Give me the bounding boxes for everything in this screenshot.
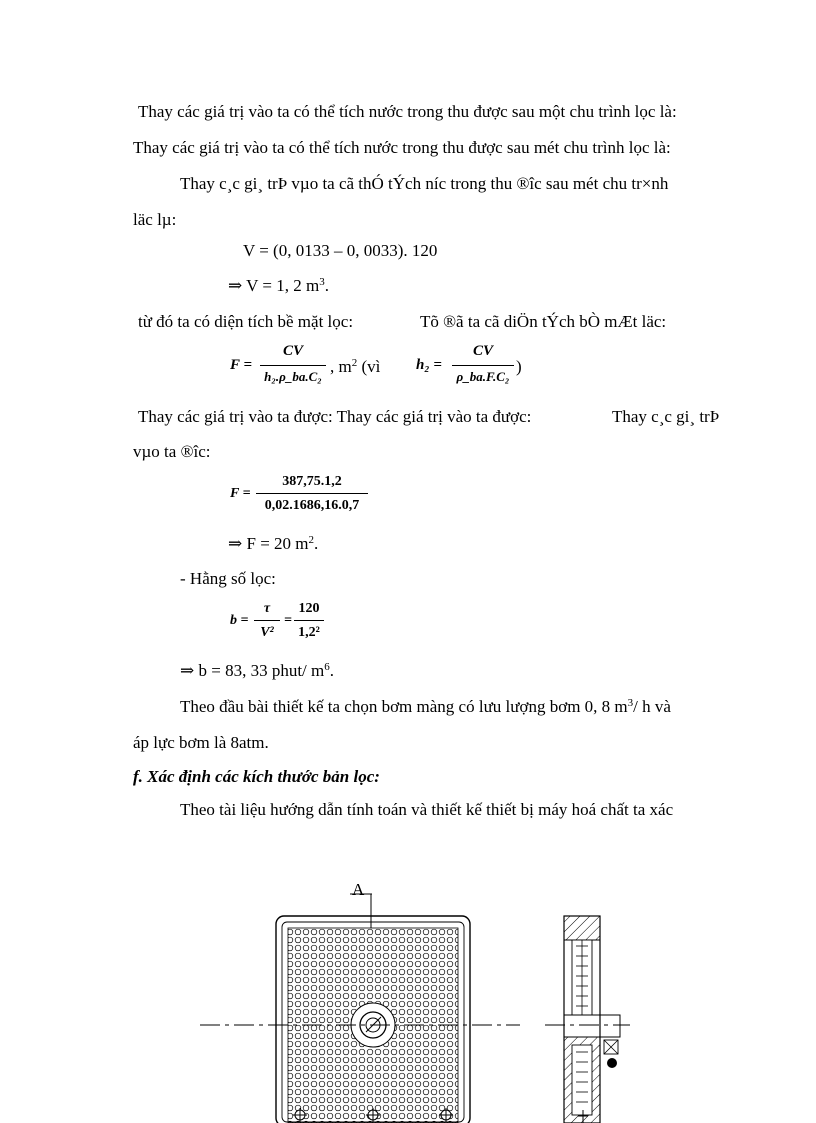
equation-volume-result: [228, 277, 329, 294]
eq-f-end: .: [314, 534, 319, 553]
eq-f-sup: 2: [308, 534, 315, 546]
formula-Fv-lhs: F =: [230, 486, 251, 501]
formula-F-value: [230, 474, 380, 518]
formula-h2-den: ρ_ba.F.C₂: [456, 369, 510, 384]
formula-Fv-den: 0,02.1686,16.0,7: [264, 498, 360, 513]
formula-h2-bar: [452, 365, 514, 366]
paragraph-line-3b: läc lµ:: [133, 210, 177, 229]
section-heading-f: f. Xác định các kích thước bản lọc:: [133, 767, 380, 786]
paragraph-substitute-b: Thay c¸c gi¸ trÞ: [612, 407, 720, 426]
paragraph-pump-b: áp lực bơm là 8atm.: [133, 733, 269, 752]
formula-b-eq: =: [284, 613, 292, 628]
paragraph-surface-b: Tõ ®ã ta cã diÖn tÝch bÒ mÆt läc:: [420, 312, 667, 331]
pump-text: Theo đầu bài thiết kế ta chọn bơm màng có lưu lượng bơm 0, 8 m: [180, 697, 628, 716]
eq-v-text: ⇒ V = 1, 2 m: [228, 276, 320, 295]
formula-b-den1: V²: [260, 625, 274, 640]
paragraph-substitute-c: vµo ta ®îc:: [133, 442, 211, 461]
formula-F-unit: , $m^2$ (vì: [330, 357, 381, 376]
paragraph-line-3a: Thay c¸c gi¸ trÞ vµo ta cã thÓ tÝch níc trong thu ®îc sau mét chu tr×nh: [180, 174, 669, 193]
paragraph-reference: Theo tài liệu hướng dẫn tính toán và thiết kế thiết bị máy hoá chất ta xác: [180, 800, 674, 819]
equation-b-result: [180, 662, 334, 679]
pump-sup: 3: [627, 697, 634, 709]
formula-b-bar1: [254, 620, 280, 621]
filter-plate-svg: [190, 880, 630, 1123]
formula-b-lhs: b =: [230, 613, 249, 628]
eq-b-sup: 6: [324, 661, 330, 673]
eq-f-text: ⇒ F = 20 m: [228, 534, 309, 553]
paragraph-substitute-a: Thay các giá trị vào ta được: Thay các giá trị vào ta được:: [138, 407, 532, 426]
equation-volume: V = (0, 0133 – 0, 0033). 120: [243, 241, 438, 260]
section-label-a: A: [352, 880, 365, 899]
filter-plate-drawing: [190, 880, 630, 1123]
formula-h2-close: ): [516, 357, 522, 376]
formula-F-lhs: F =: [230, 357, 253, 373]
pump-end: / h và: [633, 697, 671, 716]
formula-F-bar: [260, 365, 326, 366]
eq-b-end: .: [329, 661, 335, 680]
formula-F: [230, 343, 530, 391]
paragraph-line-1: Thay các giá trị vào ta có thể tích nước trong thu được sau một chu trình lọc là:: [138, 102, 677, 121]
filter-constant-label: - Hằng số lọc:: [180, 569, 276, 588]
formula-h2-lhs: h₂ =: [416, 357, 442, 373]
paragraph-surface-a: từ đó ta có diện tích bề mặt lọc:: [138, 312, 354, 331]
formula-b-num2: 120: [298, 601, 320, 616]
formula-h2-num: CV: [472, 343, 493, 359]
paragraph-line-2: Thay các giá trị vào ta có thể tích nước trong thu được sau mét chu trình lọc là:: [133, 138, 671, 157]
eq-b-text: ⇒ b = 83, 33 phut/ m: [180, 661, 325, 680]
eq-v-sup: 3: [319, 276, 325, 288]
formula-Fv-num: 387,75.1,2: [282, 474, 342, 489]
equation-area-result: [228, 535, 318, 552]
formula-Fv-bar: [256, 493, 368, 494]
formula-b-num1: τ: [263, 601, 271, 616]
formula-b-den2: 1,2²: [298, 625, 320, 640]
formula-F-den: h₂.ρ_ba.C₂: [264, 369, 322, 384]
paragraph-pump-a: [180, 698, 671, 715]
formula-b-bar2: [294, 620, 324, 621]
eq-v-end: .: [324, 276, 329, 295]
formula-b: [230, 601, 330, 645]
formula-F-num: CV: [282, 343, 303, 359]
